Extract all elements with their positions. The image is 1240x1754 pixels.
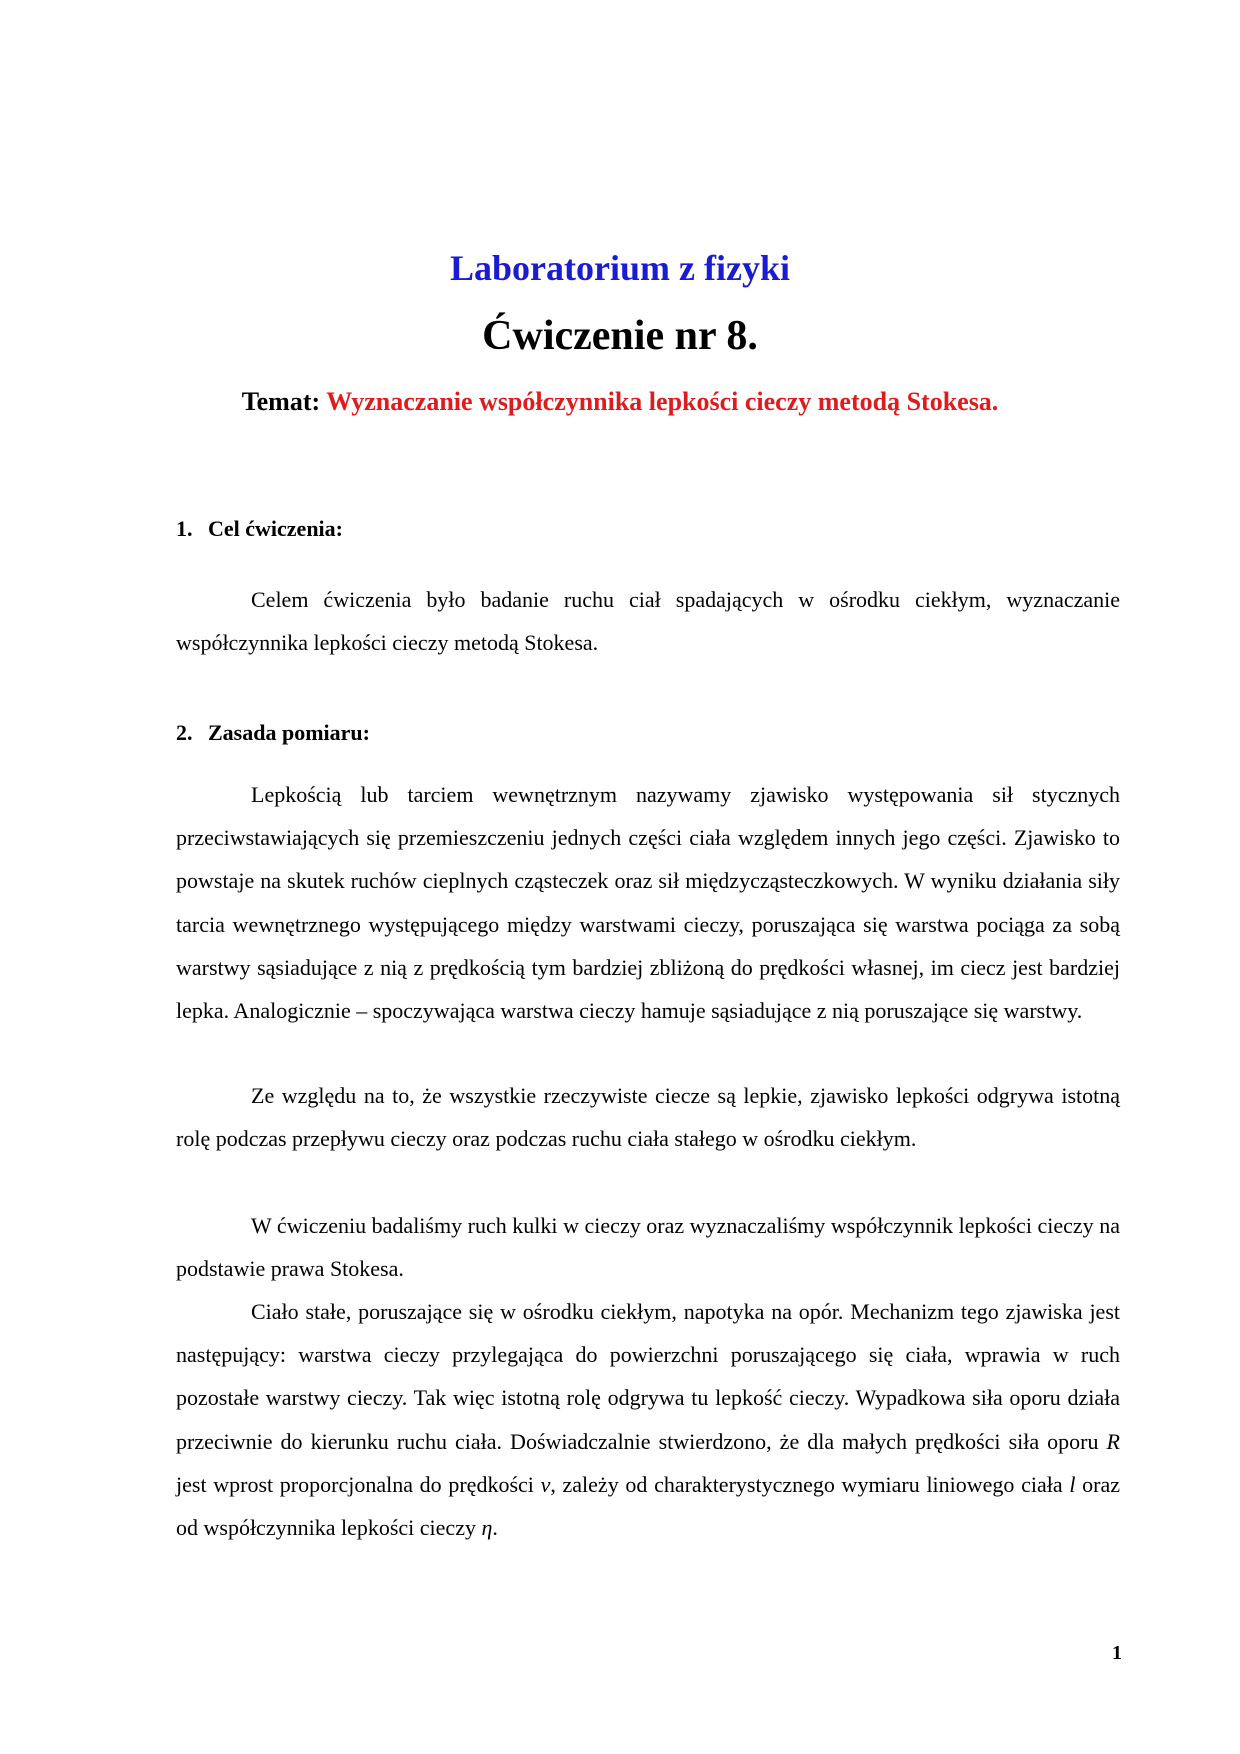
section-2-title: Zasada pomiaru: xyxy=(208,720,370,745)
section-2-paragraph-4 xyxy=(176,1290,1120,1549)
p4-text-2: jest wprost proporcjonalna do prędkości xyxy=(176,1471,541,1497)
section-1-heading xyxy=(176,514,343,544)
topic-line xyxy=(0,384,1240,420)
section-2-paragraph-1: Lepkością lub tarciem wewnętrznym nazywamy zjawisko występowania sił stycznych przeciwstawiających się przemieszczeniu jednych części ciała względem innych jego części. Zjawisko to powstaje na skutek ruchów cieplnych cząsteczek oraz sił międzycząsteczkowych. W wyniku działania siły tarcia wewnętrznego występującego między warstwami cieczy, poruszająca się warstwa pociąga za sobą warstwy sąsiadujące z nią z prędkością tym bardziej zbliżoną do prędkości własnej, im ciecz jest bardziej lepka. Analogicznie – spoczywająca warstwa cieczy hamuje sąsiadujące z nią poruszające się warstwy. xyxy=(176,782,1120,1024)
p4-text-3: , zależy od charakterystycznego wymiaru liniowego ciała xyxy=(550,1471,1070,1497)
var-eta: η xyxy=(481,1515,493,1541)
var-v: v xyxy=(540,1471,551,1497)
section-2-paragraph-3: W ćwiczeniu badaliśmy ruch kulki w cieczy oraz wyznaczaliśmy współczynnik lepkości cieczy na podstawie prawa Stokesa. xyxy=(176,1213,1120,1282)
section-1-number: 1. xyxy=(176,516,193,541)
section-2-heading xyxy=(176,718,370,748)
p4-text-4: oraz od współczynnika lepkości cieczy xyxy=(176,1471,1120,1541)
section-2-number: 2. xyxy=(176,720,193,745)
section-1-title: Cel ćwiczenia: xyxy=(208,516,343,541)
var-l: l xyxy=(1069,1471,1076,1497)
p4-text-1: Ciało stałe, poruszające się w ośrodku ciekłym, napotyka na opór. Mechanizm tego zjawiska jest następujący: warstwa cieczy przylegająca do powierzchni poruszającego się ciała, wprawia w ruch pozostałe warstwy cieczy. Tak więc istotną rolę odgrywa tu lepkość cieczy. Wypadkowa siła oporu działa przeciwnie do kierunku ruchu ciała. Doświadczalnie stwierdzono, że dla małych prędkości siła oporu xyxy=(176,1299,1120,1454)
section-1-paragraph: Celem ćwiczenia było badanie ruchu ciał spadających w ośrodku ciekłym, wyznaczanie współczynnika lepkości cieczy metodą Stokesa. xyxy=(176,587,1120,656)
topic-label: Temat: xyxy=(241,387,321,416)
lab-title: Laboratorium z fizyki xyxy=(450,248,790,288)
p4-text-5: . xyxy=(492,1515,498,1541)
section-2-paragraph-2: Ze względu na to, że wszystkie rzeczywiste ciecze są lepkie, zjawisko lepkości odgrywa istotną rolę podczas przepływu cieczy oraz podczas ruchu ciała stałego w ośrodku ciekłym. xyxy=(176,1083,1120,1152)
page-number: 1 xyxy=(1112,1642,1122,1664)
exercise-title: Ćwiczenie nr 8. xyxy=(482,313,758,359)
var-r: R xyxy=(1106,1428,1120,1454)
topic-text: Wyznaczanie współczynnika lepkości cieczy metodą Stokesa. xyxy=(326,387,999,416)
